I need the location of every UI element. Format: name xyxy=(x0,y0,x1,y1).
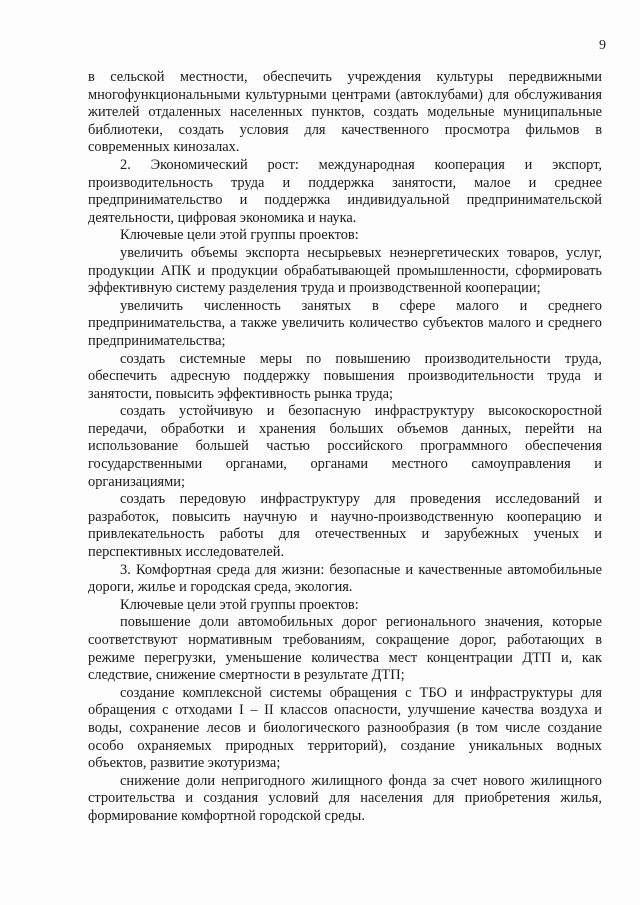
paragraph: в сельской местности, обеспечить учреждения культуры передвижными многофункциональными культурными центрами (автоклубами) для обслуживания жителей отдаленных населенных пунктов, создать модельные муниципальные библиотеки, создать условия для качественного просмотра фильмов в современных кинозалах. xyxy=(88,69,602,156)
paragraph: Ключевые цели этой группы проектов: xyxy=(120,596,359,613)
paragraph: создать системные меры по повышению производительности труда, обеспечить адресную поддержку повышения производительности труда и занятости, повысить эффективность рынка труда; xyxy=(88,350,602,402)
paragraph: увеличить численность занятых в сфере малого и среднего предпринимательства, а также увеличить количество субъектов малого и среднего предпринимательства; xyxy=(88,297,602,349)
paragraph: Ключевые цели этой группы проектов: xyxy=(120,227,359,244)
page-number: 9 xyxy=(599,38,606,53)
paragraph: создать устойчивую и безопасную инфраструктуру высокоскоростной передачи, обработки и хранения больших объемов данных, перейти на использование большей частью российского программного обеспечения государственными органами, органами местного самоуправления и организациями; xyxy=(88,403,602,490)
paragraph: 3. Комфортная среда для жизни: безопасные и качественные автомобильные дороги, жилье и городская среда, экология. xyxy=(88,561,602,596)
paragraph: увеличить объемы экспорта несырьевых неэнергетических товаров, услуг, продукции АПК и продукции обрабатывающей промышленности, сформировать эффективную систему разделения труда и производственной кооперации; xyxy=(88,244,602,297)
document-body xyxy=(88,69,602,826)
paragraph: создать передовую инфраструктуру для проведения исследований и разработок, повысить научную и научно-производственную кооперацию и привлекательность работы для отечественных и зарубежных ученых и перспективных исследователей. xyxy=(88,491,602,561)
paragraph: повышение доли автомобильных дорог регионального значения, которые соответствуют нормативным требованиям, сокращение дорог, работающих в режиме перегрузки, уменьшение количества мест концентрации ДТП и, как следствие, снижение смертности в результате ДТП; xyxy=(88,614,602,684)
paragraph: 2. Экономический рост: международная кооперация и экспорт, производительность труда и поддержка занятости, малое и среднее предпринимательство и поддержка индивидуальной предпринимательской деятельности, цифровая экономика и наука. xyxy=(88,156,602,226)
paragraph: снижение доли непригодного жилищного фонда за счет нового жилищного строительства и создания условий для населения для приобретения жилья, формирование комфортной городской среды. xyxy=(88,772,602,824)
paragraph: создание комплексной системы обращения с ТБО и инфраструктуры для обращения с отходами I – II классов опасности, улучшение качества воздуха и воды, сохранение лесов и биологического разнообразия (в том числе создание особо охраняемых природных территорий), создание уникальных водных объектов, развитие экотуризма; xyxy=(88,684,602,772)
